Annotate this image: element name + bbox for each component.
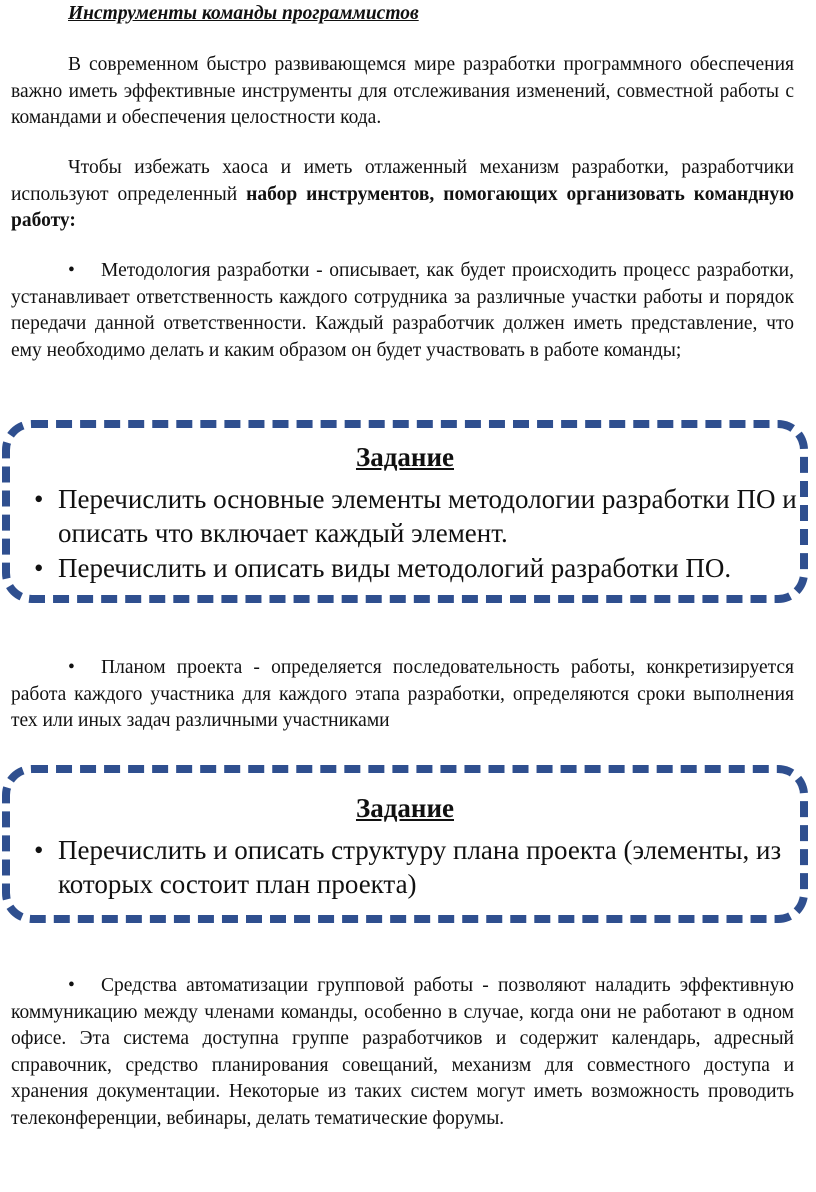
tools-intro-bold-text: набор инструментов, помогающих организовать командную работу: [11, 183, 794, 231]
task-bullet-marker: • [34, 484, 44, 514]
task-heading: Задание [355, 442, 454, 472]
task-box-2 [2, 765, 808, 923]
bullet-marker: • [68, 657, 75, 678]
bullet-automation-text: Средства автоматизации групповой работы - позволяют наладить эффективную коммуникацию между членами команды, особенно в случае, когда они не работают в одном офисе. Эта система доступна группе разработчиков и содержит календарь, адресный справочник, средство планирования совещаний, механизм для совместного доступа и хранения документации. Некоторые из таких систем могут иметь возможность проводить телеконференции, вебинары, делать тематические форумы. [11, 975, 794, 1129]
document-title: Инструменты команды программистов [68, 3, 419, 24]
tools-intro-text: Чтобы избежать хаоса и иметь отлаженный механизм разработки, разработчики используют определенный [11, 157, 794, 205]
task-heading: Задание [355, 793, 454, 823]
bullet-project-plan-text: Планом проекта - определяется последовательность работы, конкретизируется работа каждого участника для каждого этапа разработки, определяются сроки выполнения тех или иных задач различными участниками [11, 657, 794, 731]
task-item: Перечислить и описать структуру плана проекта (элементы, из которых состоит план проекта) [58, 835, 782, 899]
intro-paragraph [11, 52, 794, 132]
bullet-automation [11, 973, 794, 1132]
task-item: Перечислить основные элементы методологии разработки ПО и описать что включает каждый элемент. [58, 484, 797, 548]
bullet-marker: • [68, 260, 75, 281]
tools-intro-paragraph [11, 155, 794, 235]
bullet-methodology [11, 258, 794, 364]
task-box-1 [2, 420, 808, 603]
task-bullet-marker: • [34, 553, 44, 583]
bullet-marker: • [68, 975, 75, 996]
bullet-project-plan [11, 655, 794, 735]
bullet-methodology-text: Методология разработки - описывает, как будет происходить процесс разработки, устанавливает ответственность каждого сотрудника за различные участки работы и порядок передачи данной ответственности. Каждый разработчик должен иметь представление, что ему необходимо делать и каким образом он будет участвовать в работе команды; [11, 260, 794, 361]
intro-text: В современном быстро развивающемся мире разработки программного обеспечения важно иметь эффективные инструменты для отслеживания изменений, совместной работы с командами и обеспечения целостности кода. [11, 54, 794, 128]
task-bullet-marker: • [34, 835, 44, 865]
task-item: Перечислить и описать виды методологий разработки ПО. [58, 553, 732, 583]
